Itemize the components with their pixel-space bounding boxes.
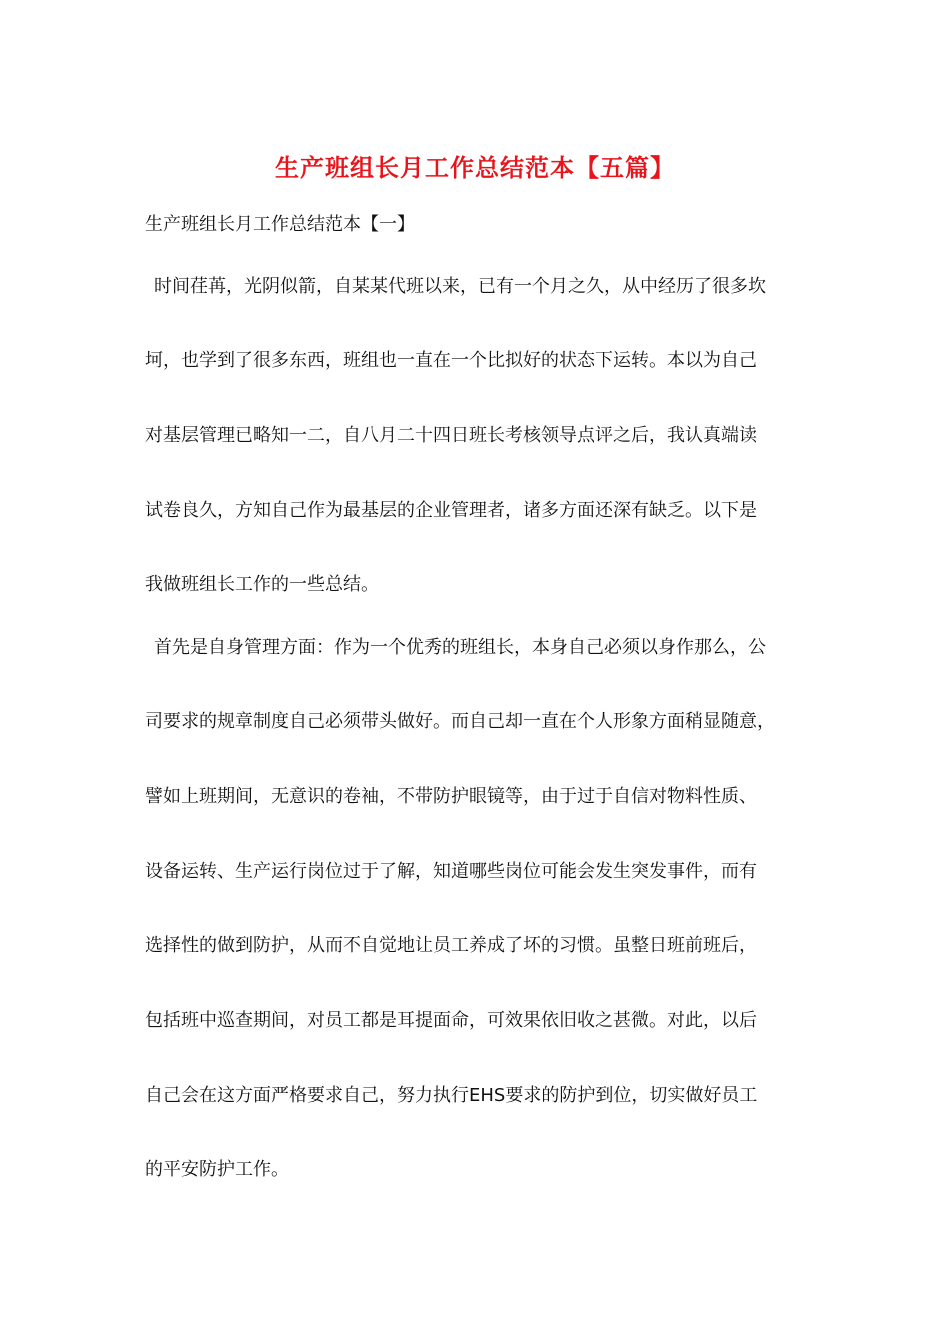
paragraph-line: 首先是自身管理方面：作为一个优秀的班组长，本身自己必须以身作那么，公 [154, 637, 766, 658]
paragraph-line: 司要求的规章制度自己必须带头做好。而自己却一直在个人形象方面稍显随意， [145, 711, 775, 732]
paragraph-line: 设备运转、生产运行岗位过于了解，知道哪些岗位可能会发生突发事件，而有 [145, 861, 757, 882]
paragraph-line: 包括班中巡查期间，对员工都是耳提面命，可效果依旧收之甚微。对此，以后 [145, 1010, 757, 1031]
paragraph-line: 譬如上班期间，无意识的卷袖，不带防护眼镜等，由于过于自信对物料性质、 [145, 786, 757, 807]
paragraph-line: 选择性的做到防护，从而不自觉地让员工养成了坏的习惯。虽整日班前班后， [145, 935, 757, 956]
section-heading: 生产班组长月工作总结范本【一】 [145, 214, 415, 235]
paragraph-line: 试卷良久，方知自己作为最基层的企业管理者，诸多方面还深有缺乏。以下是 [145, 500, 757, 521]
paragraph-line: 时间荏苒，光阴似箭，自某某代班以来，已有一个月之久，从中经历了很多坎 [154, 276, 766, 297]
paragraph-line: 我做班组长工作的一些总结。 [145, 574, 379, 595]
document-title: 生产班组长月工作总结范本【五篇】 [275, 153, 675, 182]
paragraph-line: 坷，也学到了很多东西，班组也一直在一个比拟好的状态下运转。本以为自己 [145, 350, 757, 371]
paragraph-line: 的平安防护工作。 [145, 1159, 289, 1180]
paragraph-line: 对基层管理已略知一二，自八月二十四日班长考核领导点评之后，我认真端读 [145, 425, 757, 446]
paragraph-line: 自己会在这方面严格要求自己，努力执行EHS要求的防护到位，切实做好员工 [145, 1085, 758, 1106]
